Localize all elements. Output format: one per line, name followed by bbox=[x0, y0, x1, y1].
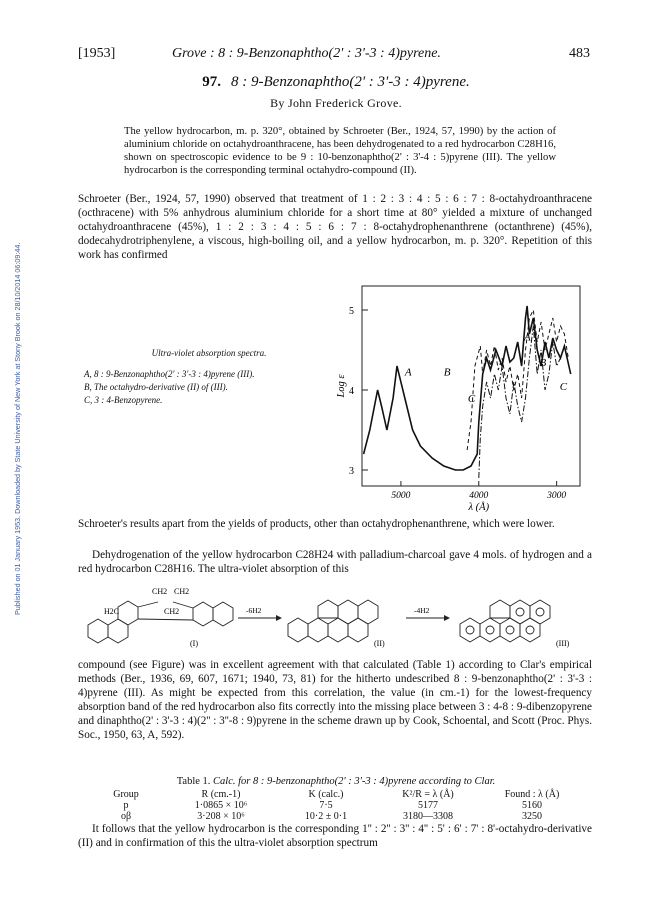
table-header-row bbox=[96, 789, 576, 800]
y-tick-label: 4 bbox=[349, 386, 354, 397]
table-cell: oβ bbox=[120, 811, 132, 822]
table-row bbox=[96, 800, 576, 811]
article-title bbox=[0, 74, 672, 91]
table-cell: 5160 bbox=[522, 800, 542, 811]
table-header-cell: K (calc.) bbox=[308, 789, 344, 800]
download-notice-text: Published on 01 January 1953. Downloaded by State University of New York at Stony Brook on 28/10/2014 06:09:44. bbox=[13, 242, 22, 615]
figure-caption-line-a: A, 8 : 9-Benzonaphtho(2' : 3'-3 : 4)pyrene (III). bbox=[84, 369, 255, 379]
download-notice bbox=[2, 60, 22, 620]
arrow-2-label: -4H2 bbox=[414, 606, 430, 615]
running-head-year: [1953] bbox=[78, 46, 116, 61]
curve-label-B: B bbox=[443, 366, 451, 379]
table-header-cell: Found : λ (Å) bbox=[504, 789, 560, 800]
running-head-title: Grove : 8 : 9-Benzonaphtho(2' : 3'-3 : 4)pyrene. bbox=[172, 46, 441, 61]
table-cell: p bbox=[123, 800, 129, 811]
table-cell: 1·0865 × 10⁶ bbox=[194, 800, 248, 811]
x-tick-label: 4000 bbox=[469, 491, 489, 501]
running-head bbox=[78, 46, 590, 64]
arrow-2-head bbox=[444, 615, 450, 621]
figure-caption bbox=[84, 347, 334, 407]
table-cell: 3250 bbox=[522, 811, 542, 822]
y-axis-label: Log ε bbox=[336, 374, 347, 398]
paragraph-4: compound (see Figure) was in excellent agreement with that calculated (Table 1) according to Clar's empirical methods (Ber., 1936, 69, 607, 1671; 1940, 73, 81) for the hitherto undescribed 8 : 9-benzonaphtho(2' : 3'-3 : 4)pyrene (III). As might be expected from this correlation, the value (in cm.-1) for the lowest-frequency absorption band of the red hydrocarbon also fits correctly into the missing place between 3 : 4-8 : 9-dibenzopyrene and dinaphtho(2' : 3'-3 : 4)(2'' : 3''-8 : 9)pyrene in the scheme drawn up by Cook, Schoental, and Scott (Proc. Phys. Soc., 1950, 63, A, 592). bbox=[78, 659, 592, 742]
curve-label-C: C bbox=[559, 381, 568, 393]
table-cell: 5177 bbox=[418, 800, 438, 811]
figure-caption-title: Ultra-violet absorption spectra. bbox=[151, 348, 267, 358]
article-title-text: 8 : 9-Benzonaphtho(2' : 3'-3 : 4)pyrene. bbox=[231, 74, 470, 90]
paragraph-2: Schroeter's results apart from the yields of products, other than octahydrophenanthrene, which were lower. bbox=[78, 518, 555, 530]
table-caption-text: Calc. for 8 : 9-benzonaphtho(2' : 3'-3 : 4)pyrene according to Clar. bbox=[213, 776, 496, 787]
table-header-cell: Group bbox=[113, 789, 139, 800]
article-number: 97. bbox=[202, 74, 222, 90]
byline: By John Frederick Grove. bbox=[270, 96, 402, 110]
table-grid bbox=[96, 789, 576, 825]
arrow-1-label: -6H2 bbox=[246, 606, 262, 615]
figure-caption-line-c: C, 3 : 4-Benzopyrene. bbox=[84, 395, 163, 405]
scheme-label-III: (III) bbox=[556, 639, 570, 648]
paragraph-5: It follows that the yellow hydrocarbon is the corresponding 1'' : 2'' : 3'' : 4'' : 5' : 6' : 7' : 8'-octahydro-derivative (II) and in confirmation of this the ultra-violet absorption spectrum bbox=[78, 823, 592, 850]
page-number: 483 bbox=[569, 46, 590, 61]
curve-label-C: C bbox=[467, 393, 476, 405]
scheme-ch2-top-b: CH2 bbox=[174, 587, 190, 596]
structure-III bbox=[460, 600, 550, 642]
table-cell: 7·5 bbox=[319, 800, 333, 811]
figure-caption-line-b: B, The octahydro-derivative (II) of (III). bbox=[84, 382, 228, 392]
curve-label-A: A bbox=[523, 331, 531, 344]
table-header-cell: R (cm.-1) bbox=[201, 789, 241, 800]
scheme-label-I: (I) bbox=[190, 639, 198, 648]
table-cell: 3180—3308 bbox=[403, 811, 453, 822]
arrow-1-head bbox=[276, 615, 282, 621]
table-caption bbox=[96, 776, 576, 787]
table-cell: 3·208 × 10⁶ bbox=[197, 811, 245, 822]
paragraph-3: Dehydrogenation of the yellow hydrocarbon C28H24 with palladium-charcoal gave 4 mols. of hydrogen and a red hydrocarbon C28H16. The ultra-violet absorption of this bbox=[78, 549, 592, 576]
scheme-ch2-side: CH2 bbox=[164, 607, 180, 616]
curve-label-B: B bbox=[539, 357, 547, 369]
table-header-cell: K²/R = λ (Å) bbox=[402, 789, 454, 800]
figure-uv-spectra bbox=[84, 282, 592, 512]
abstract: The yellow hydrocarbon, m. p. 320°, obtained by Schroeter (Ber., 1924, 57, 1990) by the action of aluminium chloride on octahydroanthracene, has been dehydrogenated to a red hydrocarbon C28H16, shown on spectroscopic evidence to be 9 : 10-benzonaphtho(2' : 3'-4 : 5)pyrene (III). The yellow hydrocarbon is the corresponding terminal octahydro-compound (II). bbox=[124, 125, 556, 177]
x-tick-label: 5000 bbox=[391, 491, 411, 501]
table-row bbox=[96, 811, 576, 822]
reaction-scheme bbox=[78, 580, 592, 660]
series-line-C bbox=[479, 326, 561, 478]
paragraph-1: Schroeter (Ber., 1924, 57, 1990) observed that treatment of 1 : 2 : 3 : 4 : 5 : 6 : 7 : 8-octahydroanthracene (octhracene) with 5% anhydrous aluminium chloride for a short time at 80° yielded a mixture of unchanged octahydroanthracene (45%), 1 : 2 : 3 : 4 : 5 : 6 : 7 : 8-octahydrophenanthrene (octanthrene) (45%), dodecahydrotriphenylene, a viscous, high-boiling oil, and a yellow hydrocarbon, m. p. 320°. Repetition of this work has confirmed bbox=[78, 193, 592, 262]
scheme-h2c: H2C bbox=[104, 607, 120, 616]
x-tick-label: 3000 bbox=[547, 491, 567, 501]
table-cell: 10·2 ± 0·1 bbox=[304, 811, 348, 822]
structure-II bbox=[288, 600, 378, 642]
y-tick-label: 5 bbox=[349, 306, 354, 317]
x-axis-label: λ (Å) bbox=[468, 502, 490, 512]
table-1 bbox=[96, 776, 576, 825]
scheme-label-II: (II) bbox=[374, 639, 385, 648]
y-tick-label: 3 bbox=[349, 466, 354, 477]
curve-label-A: A bbox=[404, 366, 412, 379]
scheme-ch2-top-a: CH2 bbox=[152, 587, 168, 596]
table-caption-label: Table 1. bbox=[176, 776, 211, 787]
